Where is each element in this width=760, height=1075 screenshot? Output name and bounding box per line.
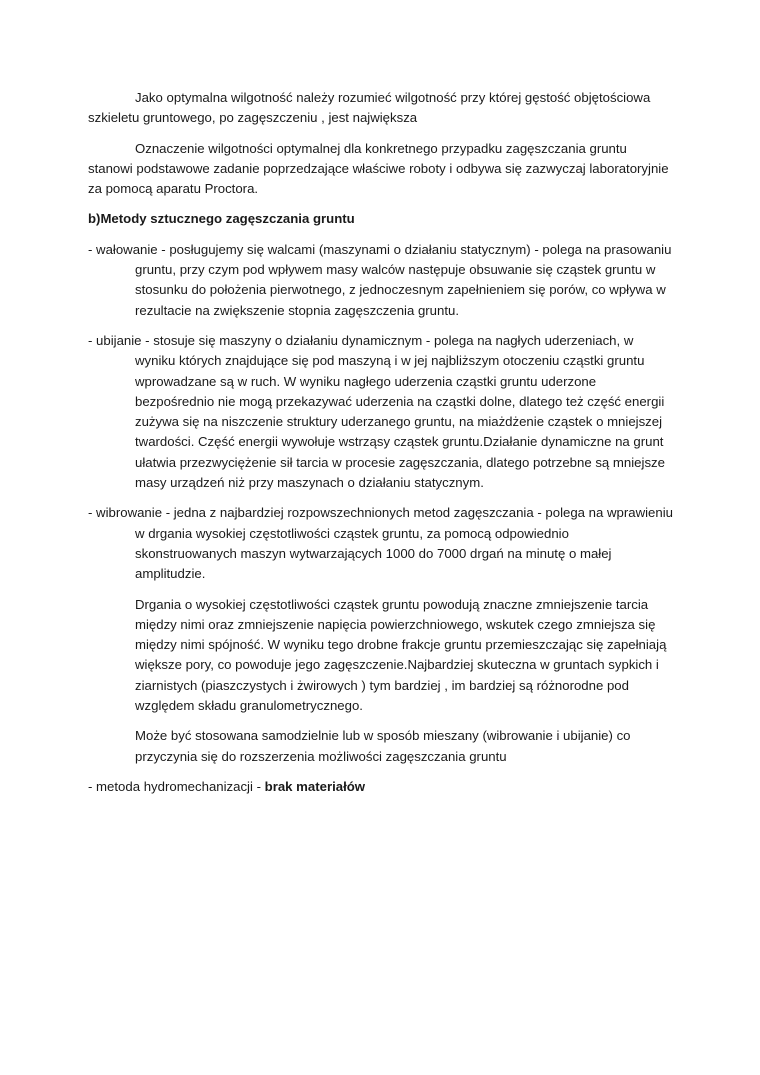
wibrowanie-detail: Drgania o wysokiej częstotliwości cząstek gruntu powodują znaczne zmniejszenie tarcia między nimi oraz zmniejszenie napięcia powierzchniowego, wskutek czego zmniejsza się między nimi spójność. W wyniku tego drobne frakcje gruntu przemieszczając się zapełniają większe pory, co powoduje jego zagęszczenie.Najbardziej skuteczna w gruntach sypkich i ziarnistych (piaszczystych i żwirowych ) tym bardziej , im bardziej są różnorodne pod względem składu granulometrycznego.: [135, 596, 667, 714]
method-walowanie: - wałowanie - posługujemy się walcami (maszynami o działaniu statycznym) - polega na prasowaniu gruntu, przy czym pod wpływem masy walców następuje obsuwanie się cząstek gruntu w stosunku do położenia pierwotnego, z jednoczesnym zapełnieniem się porów, co wpływa w rezultacie na zwiększenie stopnia zagęszczenia gruntu.: [88, 241, 672, 318]
hydro-prefix: - metoda hydromechanizacji -: [88, 778, 265, 794]
paragraph-optimal-moisture: Jako optymalna wilgotność należy rozumieć wilgotność przy której gęstość objętościowa szkieletu gruntowego, po zagęszczeniu , jest największa: [88, 90, 651, 126]
method-wibrowanie: - wibrowanie - jedna z najbardziej rozpowszechnionych metod zagęszczania - polega na wprawieniu w drgania wysokiej częstotliwości cząstek gruntu, za pomocą odpowiednio skonstruowanych maszyn wytwarzających 1000 do 7000 drgań na minutę o małej amplitudzie.: [88, 505, 673, 582]
method-ubijanie: - ubijanie - stosuje się maszyny o działaniu dynamicznym - polega na nagłych uderzeniach, w wyniku których znajdujące się pod maszyną i w jej najbliższym otoczeniu cząstki gruntu wprowadzane są w ruch. W wyniku nagłego uderzenia cząstki gruntu uderzone bezpośrednio nie mogą przekazywać uderzenia na cząstki dolne, dlatego też część energii zużywa się na niszczenie struktury uderzanego gruntu, na miażdżenie cząstek o mniejszej twardości. Część energii wywołuje wstrząsy cząstek gruntu.Działanie dynamiczne na grunt ułatwia przezwyciężenie sił tarcia w procesie zagęszczania, dlatego potrzebne są mniejsze masy urządzeń niż przy maszynach o działaniu statycznym.: [88, 332, 665, 491]
hydro-note: brak materiałów: [264, 778, 366, 794]
method-hydromechanizacja: [88, 777, 674, 797]
document-body: [88, 88, 674, 797]
section-heading: b)Metody sztucznego zagęszczania gruntu: [88, 211, 355, 227]
wibrowanie-mixed: Może być stosowana samodzielnie lub w sposób mieszany (wibrowanie i ubijanie) co przyczynia się do rozszerzenia możliwości zagęszczania gruntu: [135, 728, 631, 764]
paragraph-proctor: Oznaczenie wilgotności optymalnej dla konkretnego przypadku zagęszczania gruntu stanowi podstawowe zadanie poprzedzające właściwe roboty i odbywa się zazwyczaj laboratoryjnie za pomocą aparatu Proctora.: [88, 140, 669, 197]
